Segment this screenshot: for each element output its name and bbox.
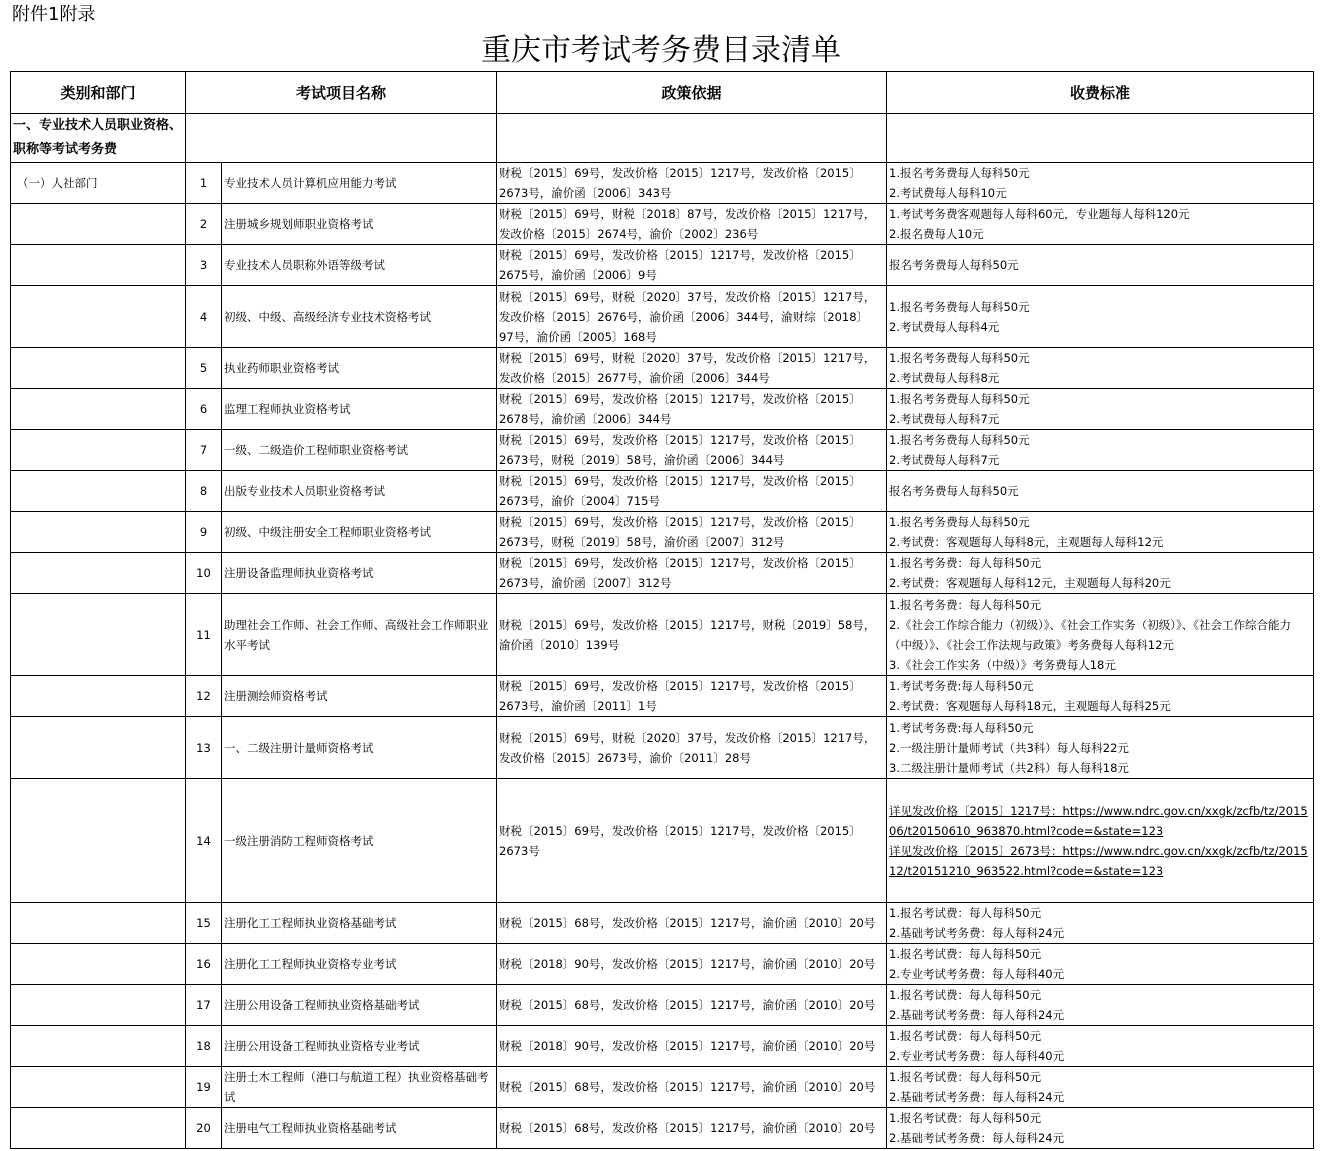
category-cell [11, 779, 186, 903]
exam-name: 执业药师职业资格考试 [222, 348, 497, 389]
section-empty-cell [186, 114, 497, 163]
exam-name: 一级注册消防工程师资格考试 [222, 779, 497, 903]
category-cell [11, 348, 186, 389]
table-row [11, 1067, 1314, 1108]
table-row [11, 717, 1314, 779]
header-exam-name: 考试项目名称 [186, 72, 497, 114]
table-row [11, 553, 1314, 594]
exam-name: 注册城乡规划师职业资格考试 [222, 204, 497, 245]
policy-basis: 财税〔2015〕69号，发改价格〔2015〕1217号，发改价格〔2015〕 2675号，渝价函〔2006〕9号 [497, 245, 887, 286]
table-row [11, 204, 1314, 245]
row-number: 6 [186, 389, 222, 430]
fee-standard: 1.报名考试费：每人每科50元 2.基础考试考务费：每人每科24元 [887, 1067, 1314, 1108]
category-cell [11, 512, 186, 553]
policy-basis: 财税〔2015〕69号，发改价格〔2015〕1217号，发改价格〔2015〕 2673号，渝价函〔2007〕312号 [497, 553, 887, 594]
page-title: 重庆市考试考务费目录清单 [481, 33, 841, 68]
attachment-label: 附件1附录 [12, 4, 96, 25]
category-cell [11, 286, 186, 348]
header-category: 类别和部门 [11, 72, 186, 114]
fee-standard: 1.报名考务费每人每科50元 2.考试费：客观题每人每科8元，主观题每人每科12元 [887, 512, 1314, 553]
row-number: 15 [186, 903, 222, 944]
category-cell [11, 594, 186, 676]
table-row [11, 430, 1314, 471]
row-number: 3 [186, 245, 222, 286]
fee-standard: 1.报名考务费：每人每科50元 2.考试费：客观题每人每科12元，主观题每人每科20元 [887, 553, 1314, 594]
exam-name: 注册土木工程师（港口与航道工程）执业资格基础考试 [222, 1067, 497, 1108]
fee-standard: 1.报名考务费每人每科50元 2.考试费每人每科8元 [887, 348, 1314, 389]
category-cell [11, 389, 186, 430]
exam-name: 注册化工工程师执业资格基础考试 [222, 903, 497, 944]
table-header-row [11, 72, 1314, 114]
table-row [11, 348, 1314, 389]
header-policy: 政策依据 [497, 72, 887, 114]
fee-standard: 1.考试考务费客观题每人每科60元，专业题每人每科120元 2.报名费每人10元 [887, 204, 1314, 245]
exam-name: 注册化工工程师执业资格专业考试 [222, 944, 497, 985]
exam-name: 注册设备监理师执业资格考试 [222, 553, 497, 594]
fee-standard: 1.报名考务费每人每科50元 2.考试费每人每科7元 [887, 430, 1314, 471]
policy-basis: 财税〔2015〕69号，发改价格〔2015〕1217号，发改价格〔2015〕 2673号，渝价函〔2011〕1号 [497, 676, 887, 717]
category-cell [11, 204, 186, 245]
policy-basis: 财税〔2018〕90号，发改价格〔2015〕1217号，渝价函〔2010〕20号 [497, 1026, 887, 1067]
fee-standard: 报名考务费每人每科50元 [887, 245, 1314, 286]
fee-standard: 1.报名考务费：每人每科50元 2.《社会工作综合能力（初级）》、《社会工作实务（初级）》、《社会工作综合能力（中级）》、《社会工作法规与政策》考务费每人每科12元 3.《社会工作实务（中级）》考务费每人18元 [887, 594, 1314, 676]
row-number: 13 [186, 717, 222, 779]
row-number: 20 [186, 1108, 222, 1149]
fee-reference-link[interactable]: 详见发改价格〔2015〕1217号：https://www.ndrc.gov.cn/xxgk/zcfb/tz/201506/t20150610_963870.html?code=&state=123 [889, 803, 1308, 838]
header-fee: 收费标准 [887, 72, 1314, 114]
policy-basis: 财税〔2015〕68号，发改价格〔2015〕1217号，渝价函〔2010〕20号 [497, 1067, 887, 1108]
fee-standard[interactable] [887, 779, 1314, 903]
row-number: 17 [186, 985, 222, 1026]
policy-basis: 财税〔2015〕68号，发改价格〔2015〕1217号，渝价函〔2010〕20号 [497, 903, 887, 944]
policy-basis: 财税〔2015〕69号，发改价格〔2015〕1217号，发改价格〔2015〕 2673号，财税〔2019〕58号，渝价函〔2007〕312号 [497, 512, 887, 553]
table-row [11, 471, 1314, 512]
table-row [11, 163, 1314, 204]
table-row [11, 903, 1314, 944]
fee-standard: 1.报名考务费每人每科50元 2.考试费每人每科10元 [887, 163, 1314, 204]
table-row [11, 594, 1314, 676]
policy-basis: 财税〔2015〕69号，发改价格〔2015〕1217号，发改价格〔2015〕 2673号，渝价函〔2006〕343号 [497, 163, 887, 204]
category-cell [11, 717, 186, 779]
category-cell [11, 163, 186, 204]
exam-name: 出版专业技术人员职业资格考试 [222, 471, 497, 512]
section-label-cell [11, 114, 186, 163]
category-cell [11, 553, 186, 594]
row-number: 18 [186, 1026, 222, 1067]
row-number: 4 [186, 286, 222, 348]
table-row [11, 676, 1314, 717]
exam-name: 注册电气工程师执业资格基础考试 [222, 1108, 497, 1149]
exam-name: 专业技术人员计算机应用能力考试 [222, 163, 497, 204]
fee-standard: 1.报名考试费：每人每科50元 2.专业考试考务费：每人每科40元 [887, 944, 1314, 985]
exam-name: 监理工程师执业资格考试 [222, 389, 497, 430]
policy-basis: 财税〔2015〕69号，发改价格〔2015〕1217号，财税〔2019〕58号， 渝价函〔2010〕139号 [497, 594, 887, 676]
category-cell [11, 1108, 186, 1149]
row-number: 7 [186, 430, 222, 471]
exam-name: 注册公用设备工程师执业资格专业考试 [222, 1026, 497, 1067]
policy-basis: 财税〔2015〕69号，财税〔2018〕87号，发改价格〔2015〕1217号， 发改价格〔2015〕2674号，渝价〔2002〕236号 [497, 204, 887, 245]
policy-basis: 财税〔2015〕69号，财税〔2020〕37号，发改价格〔2015〕1217号， 发改价格〔2015〕2673号，渝价〔2011〕28号 [497, 717, 887, 779]
table-row [11, 286, 1314, 348]
fee-standard: 1.报名考试费：每人每科50元 2.专业考试考务费：每人每科40元 [887, 1026, 1314, 1067]
row-number: 14 [186, 779, 222, 903]
subcategory-label: （一）人社部门 [17, 176, 98, 190]
table-row [11, 389, 1314, 430]
row-number: 5 [186, 348, 222, 389]
category-cell [11, 903, 186, 944]
exam-name: 初级、中级、高级经济专业技术资格考试 [222, 286, 497, 348]
fee-table [10, 71, 1314, 1149]
exam-name: 注册公用设备工程师执业资格基础考试 [222, 985, 497, 1026]
policy-basis: 财税〔2015〕69号，发改价格〔2015〕1217号，发改价格〔2015〕 2673号，财税〔2019〕58号，渝价函〔2006〕344号 [497, 430, 887, 471]
category-cell [11, 944, 186, 985]
table-row [11, 1108, 1314, 1149]
row-number: 9 [186, 512, 222, 553]
exam-name: 初级、中级注册安全工程师职业资格考试 [222, 512, 497, 553]
table-row [11, 1026, 1314, 1067]
category-cell [11, 676, 186, 717]
row-number: 16 [186, 944, 222, 985]
row-number: 11 [186, 594, 222, 676]
policy-basis: 财税〔2015〕69号，发改价格〔2015〕1217号，发改价格〔2015〕 2673号 [497, 779, 887, 903]
row-number: 8 [186, 471, 222, 512]
fee-standard: 1.考试考务费:每人每科50元 2.考试费：客观题每人每科18元，主观题每人每科25元 [887, 676, 1314, 717]
policy-basis: 财税〔2015〕69号，财税〔2020〕37号，发改价格〔2015〕1217号， 发改价格〔2015〕2676号，渝价函〔2006〕344号，渝财综〔2018〕 97号，渝价函〔2005〕168号 [497, 286, 887, 348]
category-cell [11, 1026, 186, 1067]
row-number: 10 [186, 553, 222, 594]
exam-name: 一、二级注册计量师资格考试 [222, 717, 497, 779]
table-row [11, 944, 1314, 985]
row-number: 12 [186, 676, 222, 717]
row-number: 1 [186, 163, 222, 204]
section-empty-cell [497, 114, 887, 163]
fee-standard: 1.报名考试费：每人每科50元 2.基础考试考务费：每人每科24元 [887, 985, 1314, 1026]
section-row [11, 114, 1314, 163]
category-cell [11, 471, 186, 512]
section-label: 一、专业技术人员职业资格、职称等考试考务费 [13, 118, 183, 157]
fee-standard: 1.考试考务费:每人每科50元 2.一级注册计量师考试（共3科）每人每科22元 3.二级注册计量师考试（共2科）每人每科18元 [887, 717, 1314, 779]
table-row [11, 512, 1314, 553]
category-cell [11, 245, 186, 286]
category-cell [11, 1067, 186, 1108]
category-cell [11, 985, 186, 1026]
fee-standard: 1.报名考试费：每人每科50元 2.基础考试考务费：每人每科24元 [887, 1108, 1314, 1149]
policy-basis: 财税〔2015〕69号，发改价格〔2015〕1217号，发改价格〔2015〕 2673号，渝价〔2004〕715号 [497, 471, 887, 512]
policy-basis: 财税〔2015〕69号，发改价格〔2015〕1217号，发改价格〔2015〕 2678号，渝价函〔2006〕344号 [497, 389, 887, 430]
row-number: 2 [186, 204, 222, 245]
fee-reference-link[interactable]: 详见发改价格〔2015〕2673号：https://www.ndrc.gov.cn/xxgk/zcfb/tz/201512/t20151210_963522.html?code=&state=123 [889, 843, 1308, 878]
fee-standard: 1.报名考试费：每人每科50元 2.基础考试考务费：每人每科24元 [887, 903, 1314, 944]
exam-name: 注册测绘师资格考试 [222, 676, 497, 717]
table-row [11, 245, 1314, 286]
row-number: 19 [186, 1067, 222, 1108]
policy-basis: 财税〔2015〕68号，发改价格〔2015〕1217号，渝价函〔2010〕20号 [497, 985, 887, 1026]
fee-standard: 报名考务费每人每科50元 [887, 471, 1314, 512]
policy-basis: 财税〔2015〕68号，发改价格〔2015〕1217号，渝价函〔2010〕20号 [497, 1108, 887, 1149]
section-empty-cell [887, 114, 1314, 163]
fee-standard: 1.报名考务费每人每科50元 2.考试费每人每科7元 [887, 389, 1314, 430]
policy-basis: 财税〔2018〕90号，发改价格〔2015〕1217号，渝价函〔2010〕20号 [497, 944, 887, 985]
policy-basis: 财税〔2015〕69号，财税〔2020〕37号，发改价格〔2015〕1217号， 发改价格〔2015〕2677号，渝价函〔2006〕344号 [497, 348, 887, 389]
table-row [11, 985, 1314, 1026]
fee-standard: 1.报名考务费每人每科50元 2.考试费每人每科4元 [887, 286, 1314, 348]
exam-name: 专业技术人员职称外语等级考试 [222, 245, 497, 286]
exam-name: 一级、二级造价工程师职业资格考试 [222, 430, 497, 471]
category-cell [11, 430, 186, 471]
exam-name: 助理社会工作师、社会工作师、高级社会工作师职业水平考试 [222, 594, 497, 676]
table-row [11, 779, 1314, 903]
